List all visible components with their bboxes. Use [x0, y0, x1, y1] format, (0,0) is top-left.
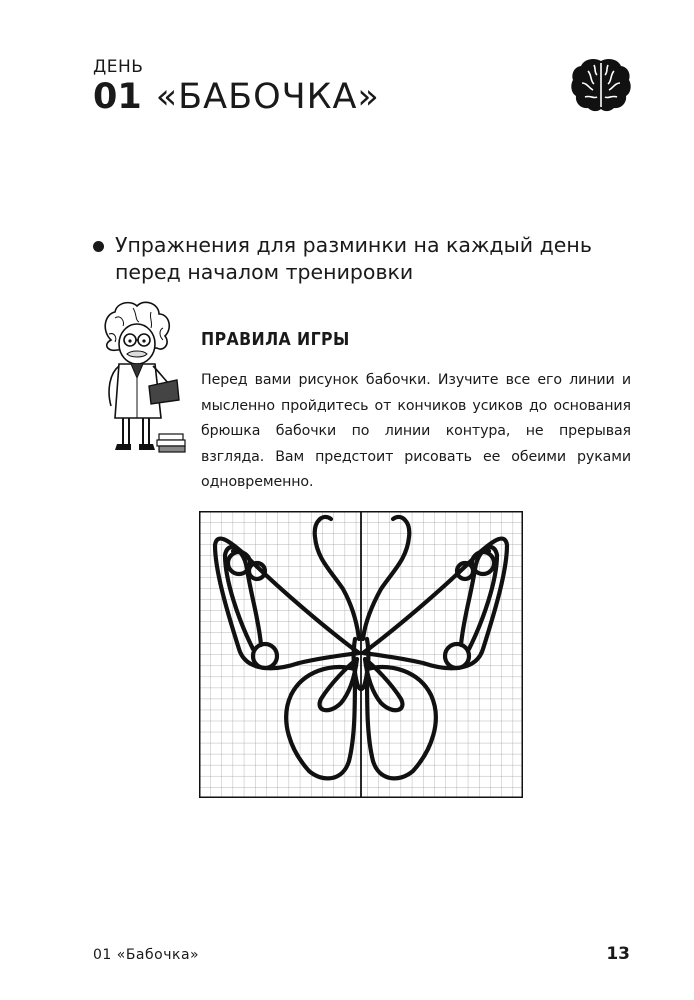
bullet-text: Упражнения для разминки на каждый день перед началом тренировки [115, 233, 592, 284]
rules-heading: ПРАВИЛА ИГРЫ [201, 330, 350, 350]
day-label: ДЕНЬ [93, 57, 144, 77]
bullet-dot [93, 241, 104, 252]
rules-body: Перед вами рисунок бабочки. Изучите все его линии и мысленно пройдитесь от кончиков усиков до основания брюшка бабочки по линии контура, не прерывая взгляда. Вам предстоит рисовать ее обеими руками одновременно. [201, 372, 631, 490]
footer-chapter: 01 «Бабочка» [93, 947, 200, 963]
title-name: «БАБОЧКА» [155, 77, 380, 117]
bullet-item [93, 232, 653, 286]
page-number: 13 [606, 944, 630, 964]
day-number: 01 [93, 77, 142, 117]
brain-icon [570, 57, 632, 113]
butterfly-grid [199, 511, 523, 798]
scientist-illustration [93, 300, 193, 458]
page-title [93, 75, 380, 119]
